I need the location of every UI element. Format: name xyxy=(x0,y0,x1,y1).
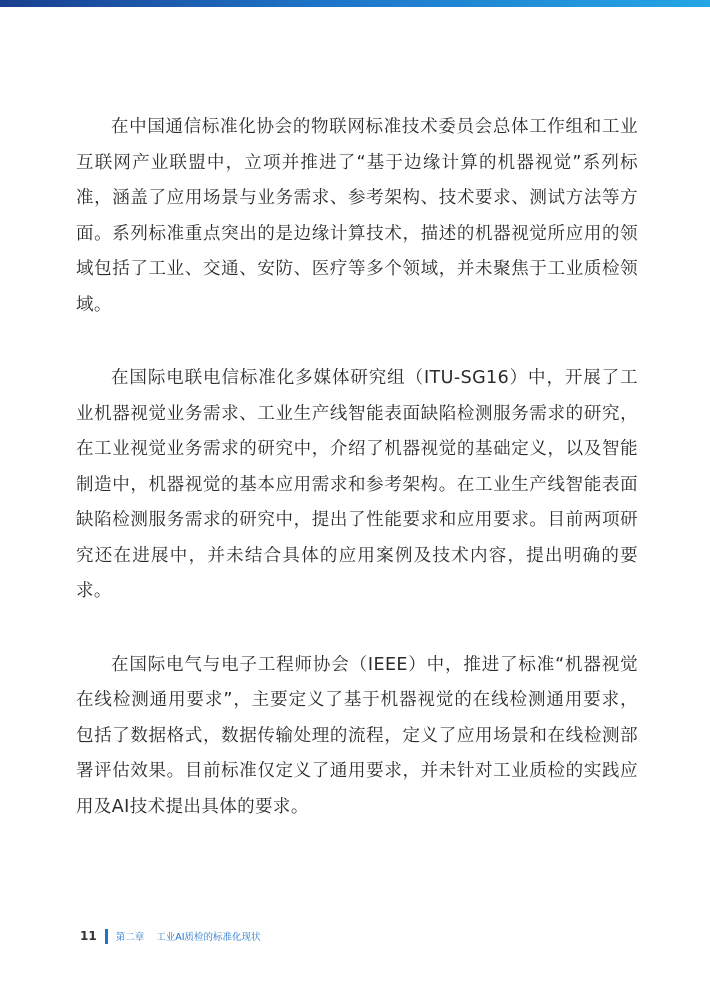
footer-divider xyxy=(105,929,108,944)
chapter-title: 工业AI质检的标准化现状 xyxy=(156,932,261,943)
paragraph-ieee: 在国际电气与电子工程师协会（IEEE）中，推进了标准“机器视觉在线检测通用要求”，主要定义了基于机器视觉的在线检测通用要求，包括了数据格式，数据传输处理的流程，定义了应用场景和在线检测部署评估效果。目前标准仅定义了通用要求，并未针对工业质检的实践应用及AI技术提出具体的要求。 xyxy=(76,654,638,817)
page-footer xyxy=(80,928,261,944)
paragraph-itu: 在国际电联电信标准化多媒体研究组（ITU-SG16）中，开展了工业机器视觉业务需求、工业生产线智能表面缺陷检测服务需求的研究，在工业视觉业务需求的研究中，介绍了机器视觉的基础定义，以及智能制造中，机器视觉的基本应用需求和参考架构。在工业生产线智能表面缺陷检测服务需求的研究中，提出了性能要求和应用要求。目前两项研究还在进展中，并未结合具体的应用案例及技术内容，提出明确的要求。 xyxy=(76,368,638,601)
top-accent-bar xyxy=(0,0,710,7)
paragraph-ccsa: 在中国通信标准化协会的物联网标准技术委员会总体工作组和工业互联网产业联盟中，立项并推进了“基于边缘计算的机器视觉”系列标准，涵盖了应用场景与业务需求、参考架构、技术要求、测试方法等方面。系列标准重点突出的是边缘计算技术，描述的机器视觉所应用的领域包括了工业、交通、安防、医疗等多个领域，并未聚焦于工业质检领域。 xyxy=(76,117,638,315)
page-number: 11 xyxy=(80,929,97,943)
page-body xyxy=(76,110,638,863)
chapter-label: 第二章 xyxy=(115,932,145,943)
